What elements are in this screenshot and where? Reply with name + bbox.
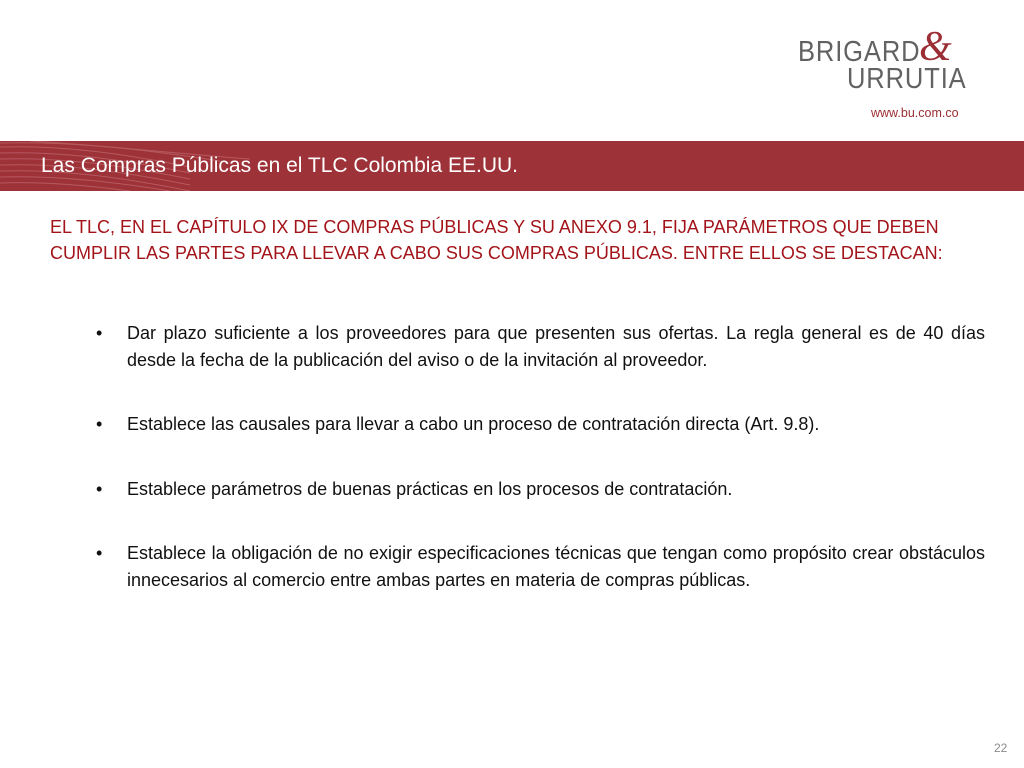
bullet-text: Establece la obligación de no exigir especificaciones técnicas que tengan como propósito crear obstáculos innecesarios al comercio entre ambas partes en materia de compras públicas. <box>127 543 985 590</box>
title-banner <box>0 141 1024 191</box>
page-number: 22 <box>994 741 1008 755</box>
logo-website-url: www.bu.com.co <box>871 106 959 120</box>
bullet-list <box>96 320 985 631</box>
bullet-icon: • <box>96 414 103 434</box>
list-item <box>96 476 985 503</box>
slide-title: Las Compras Públicas en el TLC Colombia EE.UU. <box>41 154 518 177</box>
brigard-urrutia-logo <box>797 24 977 125</box>
list-item <box>96 411 985 438</box>
logo-urrutia-text: URRUTIA <box>847 63 967 95</box>
bullet-icon: • <box>96 543 103 563</box>
bullet-text: Establece las causales para llevar a cabo un proceso de contratación directa (Art. 9.8). <box>127 414 820 434</box>
bullet-icon: • <box>96 478 103 499</box>
bullet-text: Establece parámetros de buenas prácticas en los procesos de contratación. <box>127 478 733 499</box>
list-item <box>96 540 985 593</box>
logo-brigard-text: BRIGARD <box>798 36 921 68</box>
bullet-icon: • <box>96 323 103 343</box>
logo-ampersand: & <box>919 24 952 70</box>
bullet-text: Dar plazo suficiente a los proveedores para que presenten sus ofertas. La regla general es de 40 días desde la fecha de la publicación del aviso o de la invitación al proveedor. <box>127 323 985 370</box>
list-item <box>96 320 985 373</box>
section-heading: EL TLC, EN EL CAPÍTULO IX DE COMPRAS PÚBLICAS Y SU ANEXO 9.1, FIJA PARÁMETROS QUE DEBEN CUMPLIR LAS PARTES PARA LLEVAR A CABO SUS COMPRAS PÚBLICAS. ENTRE ELLOS SE DESTACAN: <box>50 217 943 263</box>
